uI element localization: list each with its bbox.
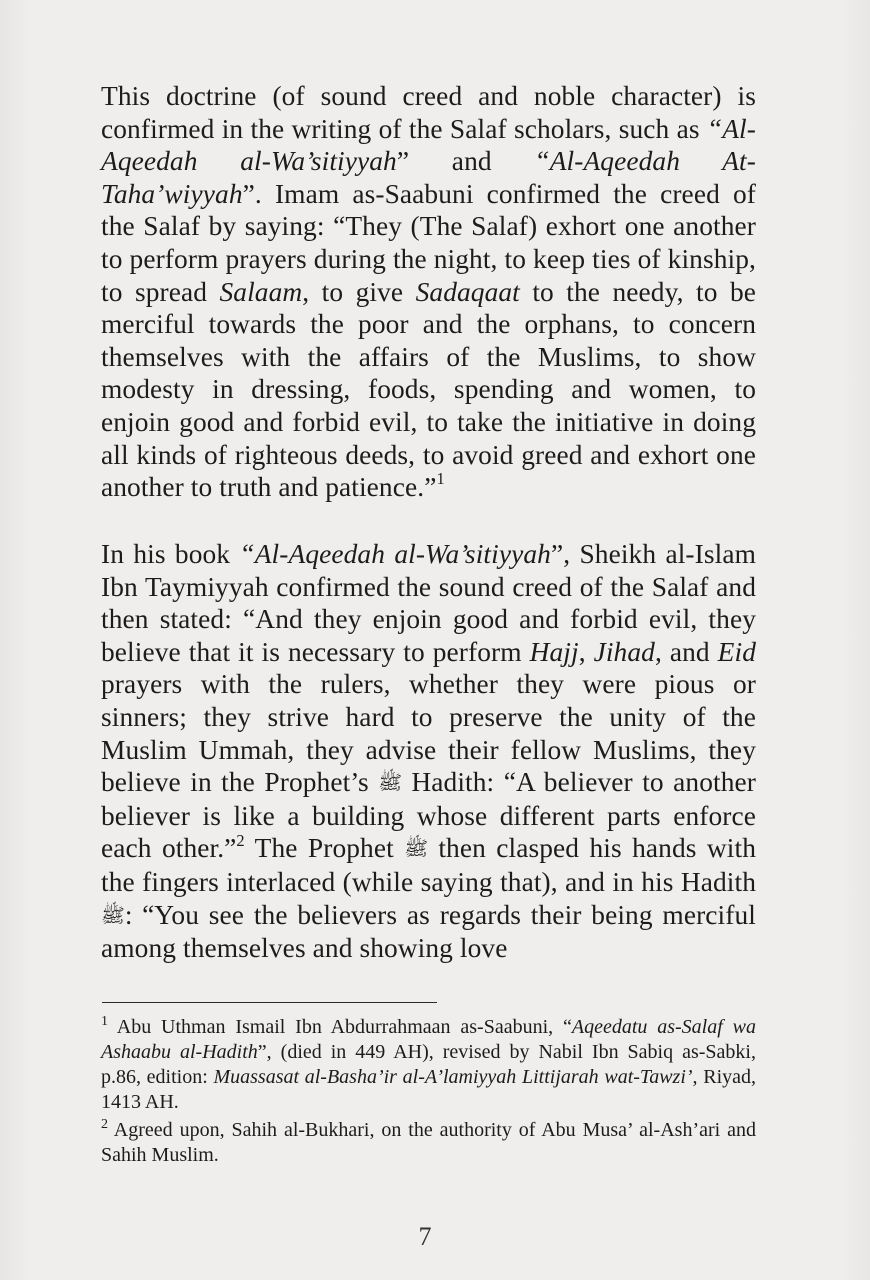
text-segment: then clasped his hands with the fingers interlaced (while saying that), and in his Hadith [101, 833, 756, 897]
footnote-number: 2 [101, 1116, 108, 1132]
text-segment: ” and [396, 146, 535, 177]
salawat-symbol: ﷺ [378, 772, 403, 795]
body-paragraph-2 [101, 538, 756, 965]
text-segment: , Riyad, 1413 AH. [101, 1066, 757, 1113]
text-segment: to the needy, to be merciful towards the poor and the orphans, to concern themselves with the affairs of the Muslims, to show modesty in dressing, foods, spending and women, to enjoin good and forbid evil, to take the initiative in doing all kinds of righteous deeds, to avoid greed and exhort one another to truth and patience.” [101, 276, 756, 503]
term-italic: Salaam [219, 276, 303, 307]
term-italic: Sadaqaat [415, 276, 520, 307]
term-italic: Eid [717, 636, 756, 667]
term-italic: Jihad [593, 636, 655, 667]
body-paragraph-1 [101, 80, 756, 504]
term-italic: Hajj [529, 636, 579, 667]
book-title-italic: “Al-Aqeedah al-Wa’sitiyyah [101, 113, 756, 177]
text-segment: : “You see the believers as regards their being merciful among themselves and showing love [101, 899, 756, 964]
text-segment: prayers with the rulers, whether they were pious or sinners; they strive hard to preserve the unity of the Muslim Ummah, they advise their fellow Muslims, they believe in the Prophet’s [101, 669, 756, 798]
text-segment: The Prophet [244, 833, 405, 864]
footnote-divider [102, 1002, 437, 1003]
footnote-ref-1: 1 [436, 469, 445, 489]
text-segment: This doctrine (of sound creed and noble character) is confirmed in the writing of the Salaf scholars, such as [101, 81, 756, 144]
text-segment: Abu Uthman Ismail Ibn Abdurrahmaan as-Saabuni, “ [108, 1016, 572, 1038]
text-segment: Hadith: “A believer to another believer is like a building whose different parts enforce each other.” [101, 767, 757, 864]
text-segment: ”, (died in 449 AH), revised by Nabil Ibn Sabiq as-Sabki, p.86, edition: [101, 1041, 756, 1088]
page-number: 7 [418, 1222, 432, 1251]
publisher-italic: Muassasat al-Basha’ir al-A’lamiyyah Littijarah wat-Tawzi’ [213, 1066, 693, 1088]
footnote-1 [101, 1015, 756, 1115]
text-segment: ”, Sheikh al-Islam Ibn Taymiyyah confirmed the sound creed of the Salaf and then stated: “And they enjoin good and forbid evil, they believe that it is necessary to perform [101, 539, 756, 667]
salawat-symbol: ﷺ [101, 904, 125, 927]
text-segment: , [578, 636, 594, 667]
book-title-italic: “Al-Aqeedah At-Taha’wiyyah [101, 146, 756, 209]
footnote-number: 1 [101, 1013, 108, 1029]
text-segment: ”. Imam as-Saabuni confirmed the creed of the Salaf by saying: “They (The Salaf) exhort one another to perform prayers during the night, to keep ties of kinship, to spread [101, 178, 756, 307]
book-title-italic: Aqeedatu as-Salaf wa Ashaabu al-Hadith [101, 1016, 756, 1063]
book-title-italic: “Al-Aqeedah al-Wa’sitiyyah [239, 539, 551, 569]
text-segment: Agreed upon, Sahih al-Bukhari, on the authority of Abu Musa’ al-Ash’ari and Sahih Muslim. [101, 1119, 756, 1166]
text-segment: , to give [302, 276, 416, 307]
footnote-2 [101, 1118, 756, 1168]
text-segment: , and [654, 636, 718, 667]
text-segment: In his book [101, 539, 240, 569]
footnote-ref-2: 2 [236, 830, 245, 850]
salawat-symbol: ﷺ [404, 838, 429, 861]
